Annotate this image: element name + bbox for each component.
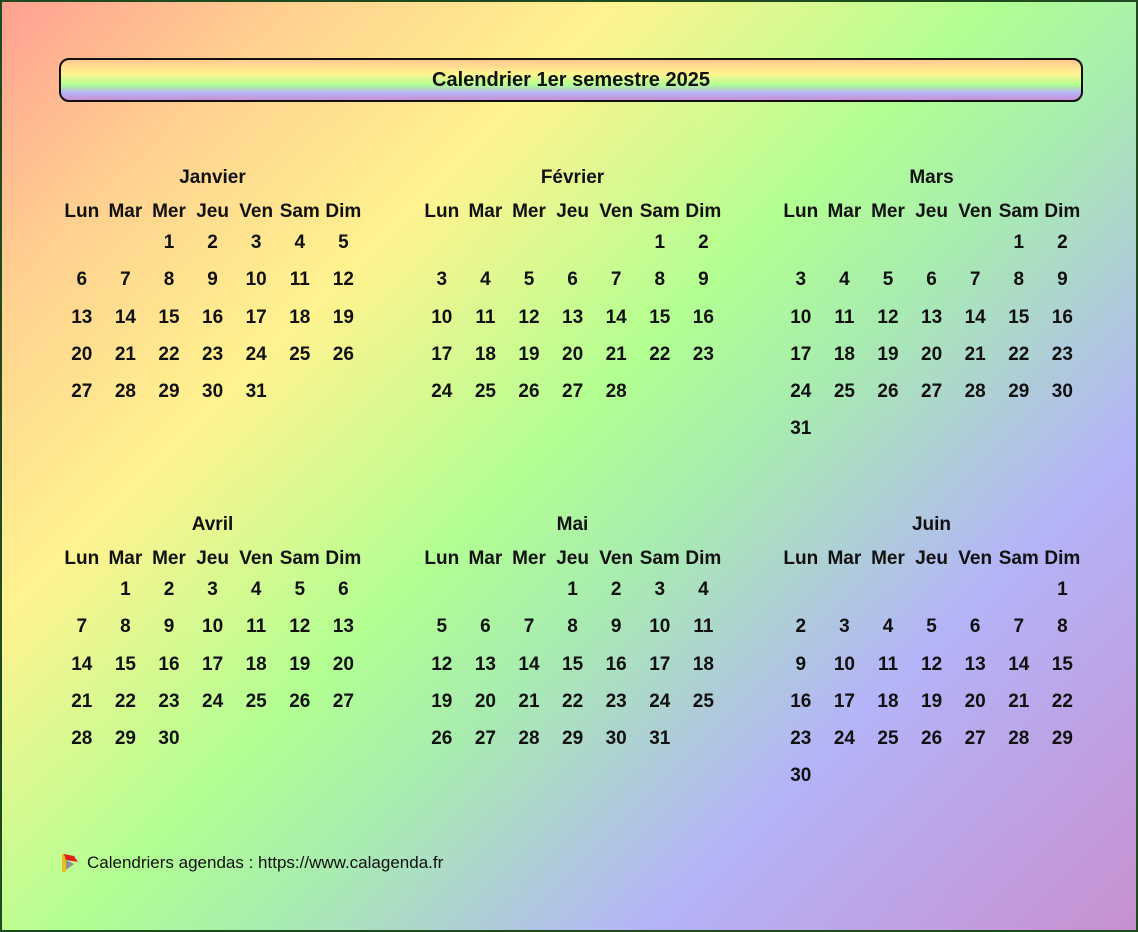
- day-cell: 13: [921, 306, 943, 328]
- empty-cell: [60, 232, 104, 269]
- day-cell: 1: [654, 232, 666, 253]
- day-cell: 27: [921, 381, 943, 403]
- weekday-header: Mar: [827, 548, 862, 569]
- day-cell: 11: [289, 269, 310, 291]
- day-cell: 6: [338, 579, 349, 600]
- weekday-header: Mer: [152, 201, 186, 222]
- day-cell: 21: [1008, 690, 1030, 712]
- day-cell: 31: [649, 728, 671, 750]
- day-cell: 24: [245, 343, 267, 365]
- weekday-header: Lun: [783, 201, 819, 222]
- day-cell: 13: [474, 653, 496, 675]
- day-cell: 10: [649, 616, 671, 638]
- day-cell: 12: [332, 269, 354, 291]
- day-cell: 29: [158, 381, 180, 403]
- day-cell: 11: [475, 306, 496, 328]
- month-name: Février: [540, 167, 605, 188]
- day-cell: 19: [518, 343, 540, 365]
- month-grid: [420, 201, 725, 418]
- weekday-header: Lun: [424, 548, 460, 569]
- weekday-header: Lun: [783, 548, 819, 569]
- day-cell: 9: [698, 269, 709, 291]
- day-cell: 27: [332, 690, 354, 712]
- day-cell: 7: [523, 616, 535, 638]
- day-cell: 4: [294, 232, 306, 253]
- day-cell: 22: [649, 343, 671, 365]
- day-cell: 20: [474, 690, 496, 712]
- day-cell: 4: [698, 579, 709, 600]
- day-cell: 15: [1051, 653, 1073, 675]
- day-cell: 18: [474, 343, 496, 365]
- day-cell: 14: [71, 653, 93, 675]
- day-cell: 11: [246, 616, 267, 638]
- day-cell: 28: [964, 381, 986, 403]
- day-cell: 15: [562, 653, 584, 675]
- day-cell: 21: [114, 343, 136, 365]
- day-cell: 9: [163, 616, 175, 638]
- calagenda-flag-icon: [62, 854, 78, 872]
- day-cell: 20: [562, 343, 584, 365]
- day-cell: 26: [431, 728, 453, 750]
- day-cell: 22: [1008, 343, 1030, 365]
- day-cell: 20: [71, 343, 93, 365]
- day-cell: 17: [202, 653, 224, 675]
- day-cell: 10: [245, 269, 267, 291]
- day-cell: 3: [795, 269, 807, 291]
- day-cell: 17: [431, 343, 453, 365]
- weekday-header: Mer: [512, 548, 546, 569]
- weekday-header: Dim: [685, 201, 722, 222]
- day-cell: 22: [114, 690, 136, 712]
- day-cell: 13: [71, 306, 93, 328]
- weekday-header: Mar: [108, 548, 143, 569]
- month-mai: [420, 514, 725, 765]
- day-cell: 2: [1057, 232, 1068, 253]
- empty-cell: [997, 579, 1041, 616]
- empty-cell: [464, 579, 508, 616]
- day-cell: 13: [562, 306, 584, 328]
- day-cell: 12: [518, 306, 540, 328]
- day-cell: 26: [921, 728, 943, 750]
- day-cell: 10: [202, 616, 224, 638]
- day-cell: 16: [202, 306, 224, 328]
- month-name: Mai: [556, 514, 589, 535]
- empty-cell: [866, 232, 910, 269]
- day-cell: 3: [654, 579, 666, 600]
- calagenda-link[interactable]: Calendriers agendas : https://www.calagenda.fr: [87, 853, 444, 872]
- day-cell: 4: [480, 269, 491, 291]
- day-cell: 9: [610, 616, 622, 638]
- weekday-header: Sam: [639, 548, 680, 569]
- weekday-header: Ven: [239, 201, 274, 222]
- empty-cell: [779, 579, 823, 616]
- day-cell: 23: [202, 343, 224, 365]
- day-cell: 14: [964, 306, 986, 328]
- day-cell: 14: [1008, 653, 1030, 675]
- day-cell: 25: [289, 343, 311, 365]
- day-cell: 16: [790, 690, 812, 712]
- weekday-header: Ven: [958, 201, 993, 222]
- day-cell: 2: [795, 616, 807, 638]
- month-name: Janvier: [179, 167, 246, 188]
- weekday-header: Jeu: [556, 201, 589, 222]
- day-cell: 20: [921, 343, 943, 365]
- day-cell: 3: [436, 269, 448, 291]
- day-cell: 16: [1051, 306, 1073, 328]
- day-cell: 29: [114, 728, 136, 750]
- weekday-header: Jeu: [915, 201, 948, 222]
- weekday-header: Dim: [685, 548, 722, 569]
- day-cell: 11: [877, 653, 899, 675]
- day-cell: 5: [926, 616, 937, 638]
- day-cell: 21: [71, 690, 93, 712]
- day-cell: 18: [289, 306, 311, 328]
- day-cell: 6: [480, 616, 491, 638]
- day-cell: 30: [202, 381, 224, 403]
- day-cell: 3: [839, 616, 850, 638]
- day-cell: 26: [877, 381, 899, 403]
- weekday-header: Jeu: [196, 201, 229, 222]
- day-cell: 7: [120, 269, 131, 291]
- weekday-header: Sam: [279, 548, 320, 569]
- empty-cell: [464, 232, 508, 269]
- day-cell: 8: [1057, 616, 1068, 638]
- weekday-header: Sam: [639, 201, 680, 222]
- day-cell: 24: [202, 690, 224, 712]
- empty-cell: [551, 232, 595, 269]
- day-cell: 23: [1051, 343, 1073, 365]
- month-mars: [779, 167, 1084, 456]
- day-cell: 5: [338, 232, 349, 253]
- day-cell: 4: [882, 616, 894, 638]
- day-cell: 15: [649, 306, 671, 328]
- day-cell: 18: [877, 690, 899, 712]
- day-cell: 27: [474, 728, 496, 750]
- day-cell: 19: [431, 690, 453, 712]
- weekday-header: Ven: [239, 548, 274, 569]
- weekday-header: Sam: [279, 201, 320, 222]
- weekday-header: Ven: [958, 548, 993, 569]
- day-cell: 25: [474, 381, 496, 403]
- month-grid: [779, 548, 1084, 803]
- day-cell: 6: [567, 269, 578, 291]
- empty-cell: [823, 232, 867, 269]
- day-cell: 5: [294, 579, 306, 600]
- day-cell: 24: [790, 381, 812, 403]
- day-cell: 9: [1057, 269, 1068, 291]
- day-cell: 5: [523, 269, 535, 291]
- day-cell: 1: [163, 232, 175, 253]
- weekday-header: Mar: [468, 548, 503, 569]
- day-cell: 21: [518, 690, 540, 712]
- empty-cell: [910, 579, 954, 616]
- day-cell: 25: [692, 690, 714, 712]
- day-cell: 3: [207, 579, 218, 600]
- weekday-header: Lun: [64, 201, 100, 222]
- empty-cell: [420, 232, 464, 269]
- day-cell: 30: [790, 765, 812, 787]
- day-cell: 8: [567, 616, 578, 638]
- day-cell: 20: [964, 690, 986, 712]
- day-cell: 19: [877, 343, 899, 365]
- empty-cell: [60, 579, 104, 616]
- day-cell: 5: [882, 269, 894, 291]
- day-cell: 16: [605, 653, 627, 675]
- empty-cell: [420, 579, 464, 616]
- day-cell: 3: [250, 232, 262, 253]
- weekday-header: Mer: [871, 201, 905, 222]
- day-cell: 26: [289, 690, 311, 712]
- month-juin: [779, 514, 1084, 803]
- day-cell: 30: [605, 728, 627, 750]
- day-cell: 22: [158, 343, 180, 365]
- day-cell: 24: [649, 690, 671, 712]
- day-cell: 30: [158, 728, 180, 750]
- day-cell: 17: [790, 343, 812, 365]
- day-cell: 16: [692, 306, 714, 328]
- day-cell: 7: [610, 269, 622, 291]
- month-avril: [60, 514, 365, 765]
- day-cell: 7: [969, 269, 981, 291]
- day-cell: 9: [795, 653, 807, 675]
- weekday-header: Jeu: [556, 548, 589, 569]
- weekday-header: Mar: [468, 201, 503, 222]
- day-cell: 4: [839, 269, 850, 291]
- weekday-header: Sam: [998, 201, 1039, 222]
- weekday-header: Dim: [1044, 201, 1081, 222]
- weekday-header: Sam: [998, 548, 1039, 569]
- day-cell: 2: [207, 232, 218, 253]
- day-cell: 14: [518, 653, 540, 675]
- day-cell: 21: [605, 343, 627, 365]
- empty-cell: [953, 232, 997, 269]
- day-cell: 8: [1013, 269, 1025, 291]
- month-février: [420, 167, 725, 418]
- month-grid: [420, 548, 725, 765]
- day-cell: 10: [790, 306, 812, 328]
- day-cell: 12: [877, 306, 899, 328]
- weekday-header: Dim: [1044, 548, 1081, 569]
- weekday-header: Lun: [64, 548, 100, 569]
- day-cell: 30: [1051, 381, 1073, 403]
- day-cell: 26: [518, 381, 540, 403]
- weekday-header: Ven: [599, 548, 634, 569]
- weekday-header: Dim: [325, 201, 362, 222]
- day-cell: 8: [654, 269, 666, 291]
- day-cell: 6: [969, 616, 981, 638]
- day-cell: 4: [250, 579, 262, 600]
- day-cell: 11: [834, 306, 855, 328]
- weekday-header: Ven: [599, 201, 634, 222]
- day-cell: 31: [790, 418, 812, 440]
- day-cell: 2: [610, 579, 622, 600]
- day-cell: 23: [692, 343, 714, 365]
- day-cell: 11: [693, 616, 714, 638]
- day-cell: 10: [431, 306, 453, 328]
- day-cell: 18: [245, 653, 267, 675]
- day-cell: 16: [158, 653, 180, 675]
- day-cell: 28: [1008, 728, 1030, 750]
- empty-cell: [594, 232, 638, 269]
- day-cell: 12: [921, 653, 943, 675]
- month-janvier: [60, 167, 365, 418]
- day-cell: 17: [833, 690, 855, 712]
- empty-cell: [910, 232, 954, 269]
- day-cell: 25: [877, 728, 899, 750]
- page-title: Calendrier 1er semestre 2025: [59, 58, 1083, 102]
- day-cell: 24: [431, 381, 453, 403]
- empty-cell: [953, 579, 997, 616]
- day-cell: 17: [245, 306, 267, 328]
- day-cell: 21: [964, 343, 986, 365]
- day-cell: 9: [207, 269, 218, 291]
- day-cell: 1: [1013, 232, 1025, 253]
- day-cell: 14: [114, 306, 136, 328]
- day-cell: 12: [289, 616, 311, 638]
- day-cell: 7: [76, 616, 88, 638]
- day-cell: 27: [71, 381, 93, 403]
- weekday-header: Mar: [108, 201, 143, 222]
- day-cell: 15: [158, 306, 180, 328]
- day-cell: 29: [1051, 728, 1073, 750]
- day-cell: 7: [1013, 616, 1025, 638]
- day-cell: 8: [163, 269, 175, 291]
- empty-cell: [866, 579, 910, 616]
- day-cell: 15: [1008, 306, 1030, 328]
- day-cell: 23: [790, 728, 812, 750]
- day-cell: 14: [605, 306, 627, 328]
- weekday-header: Jeu: [915, 548, 948, 569]
- day-cell: 29: [562, 728, 584, 750]
- month-grid: [60, 548, 365, 765]
- day-cell: 23: [605, 690, 627, 712]
- day-cell: 28: [605, 381, 627, 403]
- footer: [62, 853, 443, 873]
- day-cell: 24: [833, 728, 855, 750]
- day-cell: 1: [567, 579, 578, 600]
- day-cell: 20: [332, 653, 354, 675]
- empty-cell: [823, 579, 867, 616]
- day-cell: 25: [245, 690, 267, 712]
- weekday-header: Dim: [325, 548, 362, 569]
- day-cell: 28: [518, 728, 540, 750]
- weekday-header: Lun: [424, 201, 460, 222]
- day-cell: 1: [120, 579, 131, 600]
- day-cell: 12: [431, 653, 453, 675]
- day-cell: 19: [921, 690, 943, 712]
- day-cell: 15: [114, 653, 136, 675]
- day-cell: 25: [833, 381, 855, 403]
- day-cell: 2: [698, 232, 709, 253]
- day-cell: 1: [1057, 579, 1068, 600]
- day-cell: 13: [332, 616, 354, 638]
- weekday-header: Mer: [152, 548, 186, 569]
- day-cell: 27: [964, 728, 986, 750]
- month-grid: [779, 201, 1084, 456]
- day-cell: 18: [833, 343, 855, 365]
- day-cell: 19: [332, 306, 354, 328]
- day-cell: 19: [289, 653, 311, 675]
- day-cell: 28: [71, 728, 93, 750]
- weekday-header: Mer: [512, 201, 546, 222]
- day-cell: 13: [964, 653, 986, 675]
- day-cell: 28: [114, 381, 136, 403]
- empty-cell: [507, 232, 551, 269]
- day-cell: 17: [649, 653, 671, 675]
- weekday-header: Jeu: [196, 548, 229, 569]
- weekday-header: Mar: [827, 201, 862, 222]
- day-cell: 2: [163, 579, 175, 600]
- day-cell: 31: [245, 381, 267, 403]
- month-grid: [60, 201, 365, 418]
- day-cell: 29: [1008, 381, 1030, 403]
- empty-cell: [507, 579, 551, 616]
- month-name: Juin: [911, 514, 952, 535]
- empty-cell: [779, 232, 823, 269]
- day-cell: 10: [833, 653, 855, 675]
- day-cell: 22: [1051, 690, 1073, 712]
- day-cell: 23: [158, 690, 180, 712]
- day-cell: 6: [926, 269, 937, 291]
- day-cell: 8: [120, 616, 131, 638]
- day-cell: 26: [332, 343, 354, 365]
- empty-cell: [104, 232, 148, 269]
- day-cell: 6: [76, 269, 88, 291]
- month-name: Mars: [909, 167, 954, 188]
- day-cell: 22: [562, 690, 584, 712]
- month-name: Avril: [191, 514, 234, 535]
- weekday-header: Mer: [871, 548, 905, 569]
- day-cell: 5: [436, 616, 448, 638]
- day-cell: 18: [692, 653, 714, 675]
- day-cell: 27: [562, 381, 584, 403]
